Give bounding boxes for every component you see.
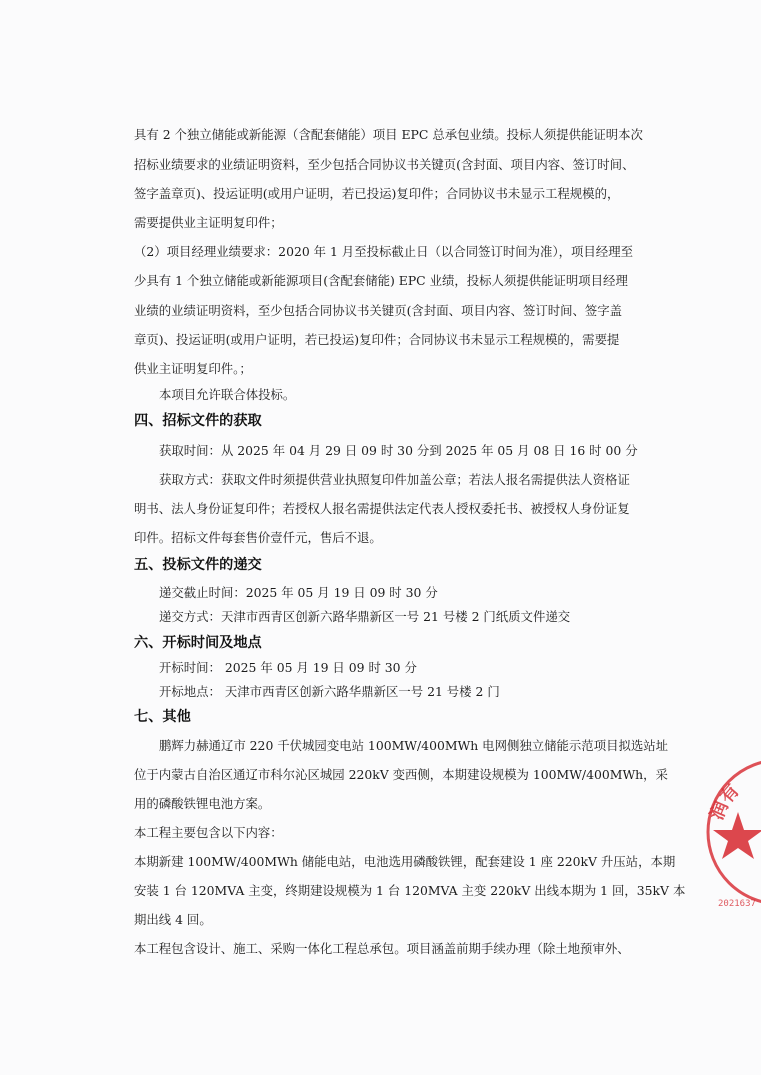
- text-line: 获取时间：从 2025 年 04 月 29 日 09 时 30 分到 2025 年 05 月 08 日 16 时 00 分: [159, 443, 638, 458]
- text-line: 少具有 1 个独立储能或新能源项目(含配套储能) EPC 业绩，投标人须提供能证明项目经理: [134, 273, 628, 288]
- text-line: 本工程包含设计、施工、采购一体化工程总承包。项目涵盖前期手续办理（除土地预审外、: [134, 941, 630, 956]
- text-line: 开标地点： 天津市西青区创新六路华鼎新区一号 21 号楼 2 门: [159, 684, 500, 699]
- company-seal: [700, 752, 761, 912]
- text-line: 期出线 4 回。: [134, 912, 212, 927]
- section-heading: 六、开标时间及地点: [134, 635, 262, 651]
- text-line: 开标时间： 2025 年 05 月 19 日 09 时 30 分: [159, 660, 417, 675]
- text-line: 本项目允许联合体投标。: [159, 387, 296, 402]
- text-line: 需要提供业主证明复印件；: [134, 215, 283, 230]
- text-line: 用的磷酸铁锂电池方案。: [134, 796, 271, 811]
- text-line: 递交截止时间：2025 年 05 月 19 日 09 时 30 分: [159, 585, 438, 600]
- text-line: 明书、法人身份证复印件；若授权人报名需提供法定代表人授权委托书、被授权人身份证复: [134, 501, 630, 516]
- text-line: 获取方式：获取文件时须提供营业执照复印件加盖公章；若法人报名需提供法人资格证: [159, 472, 630, 487]
- text-line: 签字盖章页)、投运证明(或用户证明，若已投运)复印件；合同协议书未显示工程规模的，: [134, 186, 620, 201]
- seal-serial: 2021637: [718, 899, 756, 909]
- seal-text: 润有: [706, 780, 744, 824]
- text-line: 印件。招标文件每套售价壹仟元，售后不退。: [134, 530, 382, 545]
- text-line: 招标业绩要求的业绩证明资料，至少包括合同协议书关键页(含封面、项目内容、签订时间、: [134, 157, 635, 172]
- text-line: 递交方式：天津市西青区创新六路华鼎新区一号 21 号楼 2 门纸质文件递交: [159, 609, 571, 624]
- text-line: 本工程主要包含以下内容：: [134, 825, 283, 840]
- text-line: 供业主证明复印件。；: [134, 361, 252, 376]
- text-line: 业绩的业绩证明资料，至少包括合同协议书关键页(含封面、项目内容、签订时间、签字盖: [134, 303, 623, 318]
- text-line: （2）项目经理业绩要求：2020 年 1 月至投标截止日（以合同签订时间为准），项目经理至: [134, 244, 633, 259]
- text-line: 具有 2 个独立储能或新能源（含配套储能）项目 EPC 总承包业绩。投标人须提供能证明本次: [134, 127, 643, 142]
- section-heading: 四、招标文件的获取: [134, 413, 262, 429]
- section-heading: 五、投标文件的递交: [134, 557, 262, 573]
- text-line: 位于内蒙古自治区通辽市科尔沁区城园 220kV 变西侧，本期建设规模为 100MW/400MWh，采: [134, 767, 668, 782]
- text-line: 安装 1 台 120MVA 主变，终期建设规模为 1 台 120MVA 主变 220kV 出线本期为 1 回，35kV 本: [134, 883, 686, 898]
- text-line: 本期新建 100MW/400MWh 储能电站，电池选用磷酸铁锂，配套建设 1 座 220kV 升压站，本期: [134, 854, 676, 869]
- text-line: 鹏辉力赫通辽市 220 千伏城园变电站 100MW/400MWh 电网侧独立储能示范项目拟选站址: [159, 738, 669, 753]
- text-line: 章页)、投运证明(或用户证明，若已投运)复印件；合同协议书未显示工程规模的，需要提: [134, 332, 620, 347]
- section-heading: 七、其他: [134, 709, 191, 725]
